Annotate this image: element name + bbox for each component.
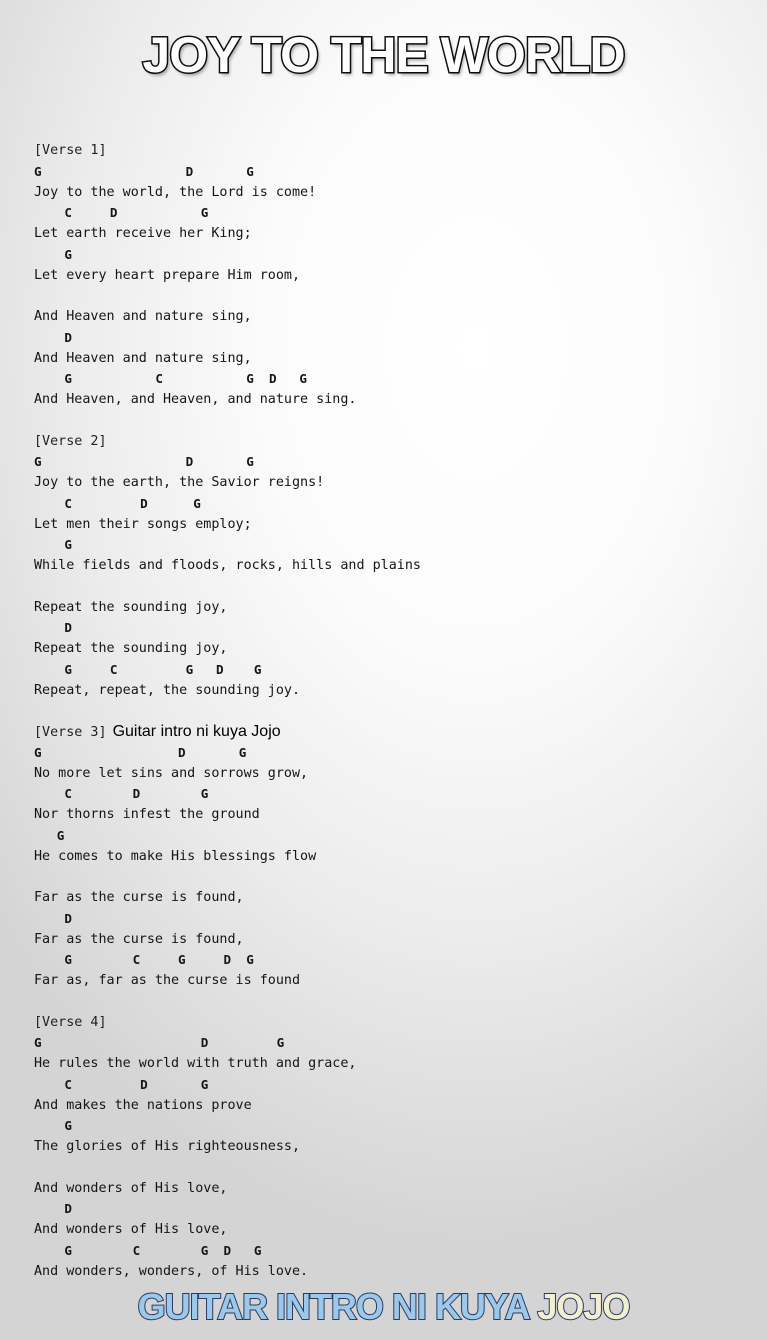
lyric-line: He rules the world with truth and grace, [34,1056,357,1071]
lyric-line: Far as the curse is found, [34,931,244,947]
chord-line: G C G D G [34,1242,262,1258]
guitar-intro-note: Guitar intro ni kuya Jojo [112,723,281,740]
lyric-line: And wonders of His love, [34,1180,228,1196]
lyric-line: Joy to the world, the Lord is come! [34,184,317,200]
chord-line: G C G D G [34,952,254,968]
verse-label-text: [Verse 3] [34,725,107,740]
chord-line: D [34,329,72,345]
verse-2 [34,432,754,723]
verse-1 [34,141,754,432]
lyric-line: No more let sins and sorrows grow, [34,765,309,781]
lyric-line: Far as, far as the curse is found [34,973,301,988]
chord-line: C D G [34,495,201,511]
lyric-line: Nor thorns infest the ground [34,807,260,822]
chord-line: G C G D G [34,371,307,387]
lyric-line: He comes to make His blessings flow [34,848,317,864]
chord-line: G D G [34,744,247,760]
blank-line [34,286,754,307]
verse-spacer [34,701,754,722]
chord-line: G D G [34,454,254,470]
lyric-line: Let earth receive her King; [34,226,252,241]
lyric-line: And wonders of His love, [34,1222,228,1237]
chord-line: G [34,827,65,843]
chord-line: C D G [34,205,209,221]
chord-line: C D G [34,1076,209,1092]
lyric-line: Let every heart prepare Him room, [34,267,301,283]
lyric-line: And makes the nations prove [34,1097,252,1113]
chord-line: D [34,620,72,636]
blank-line [34,1158,754,1179]
lyric-line: And Heaven and nature sing, [34,350,252,366]
verse-label-text: [Verse 1] [34,143,107,158]
lyric-line: Far as the curse is found, [34,890,244,905]
chord-line: G [34,246,72,262]
verse-spacer [34,411,754,432]
verse-label [34,1013,754,1034]
lyric-line: And wonders, wonders, of His love. [34,1263,309,1279]
footer-name: JOJO [537,1286,630,1327]
lyric-line: While fields and floods, rocks, hills and plains [34,558,421,573]
chord-line: D [34,910,72,926]
lyric-line: The glories of His righteousness, [34,1139,301,1154]
verse-label [34,722,754,743]
verse-spacer [34,992,754,1013]
verse-label [34,141,754,162]
footer-banner [0,1286,767,1327]
blank-line [34,867,754,888]
lyric-line: And Heaven, and Heaven, and nature sing. [34,392,357,407]
verse-4 [34,1013,754,1283]
blank-line [34,577,754,598]
lyric-line: Let men their songs employ; [34,516,252,532]
verse-label-text: [Verse 2] [34,433,107,449]
chord-line: G [34,1118,72,1134]
song-title: JOY TO THE WORLD [142,27,625,83]
lyric-line: Repeat, repeat, the sounding joy. [34,682,301,698]
verse-label-text: [Verse 4] [34,1014,107,1030]
verse-label [34,432,754,453]
chord-line: G D G [34,163,254,179]
lyric-line: Joy to the earth, the Savior reigns! [34,475,325,490]
lyric-line: Repeat the sounding joy, [34,641,228,656]
footer-text: GUITAR INTRO NI KUYA [137,1286,538,1327]
chord-line: G D G [34,1035,285,1051]
lyric-line: And Heaven and nature sing, [34,309,252,324]
chord-line: G C G D G [34,661,262,677]
chord-line: C D G [34,786,209,802]
chord-line: G [34,537,72,553]
lyric-line: Repeat the sounding joy, [34,599,228,615]
chord-line: D [34,1201,72,1217]
verse-3 [34,722,754,1013]
chord-sheet [34,141,754,1282]
